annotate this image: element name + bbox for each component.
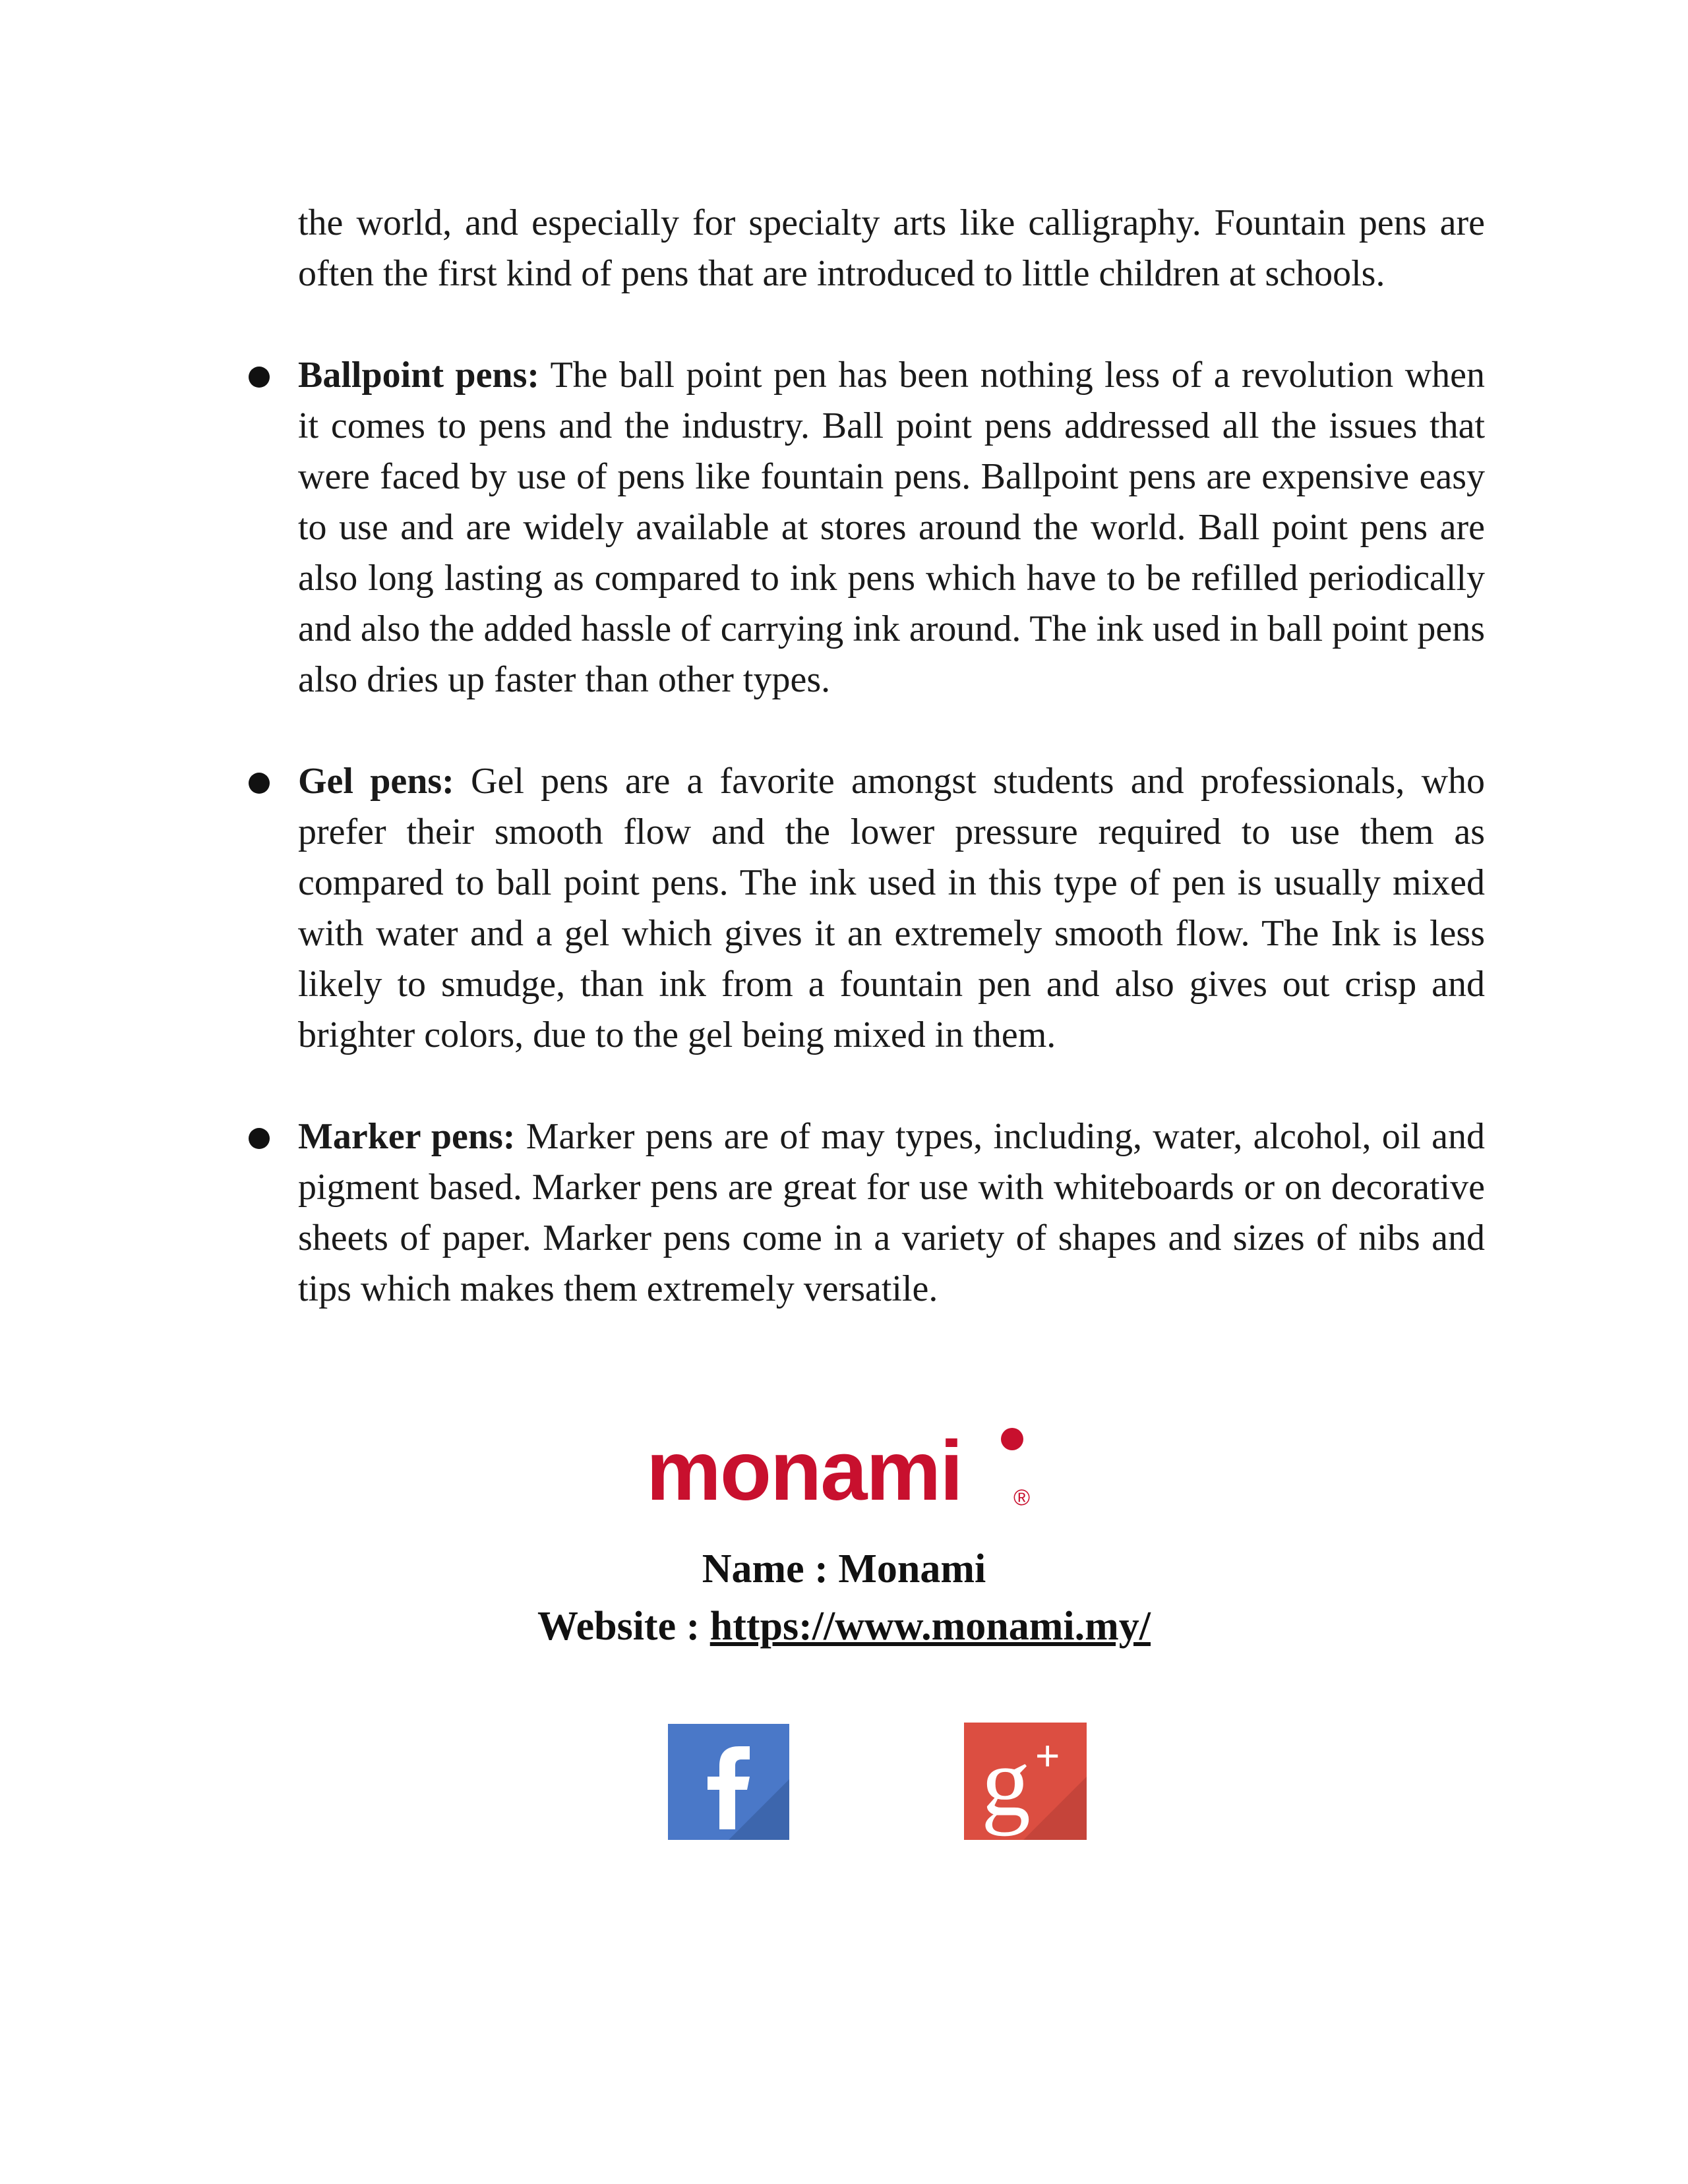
name-label: Name :	[702, 1547, 839, 1591]
website-line	[0, 1603, 1688, 1650]
registered-mark: ®	[1013, 1485, 1031, 1510]
svg-text:+: +	[1035, 1732, 1060, 1779]
list-item	[298, 1111, 1485, 1314]
list-item-text	[298, 350, 1485, 705]
list-item-body: Marker pens are of may types, including, water, alcohol, oil and pigment based. Marker pens are great for use with whiteboards or on decorative sheets of paper. Marker pens come in a variety of shapes and sizes of nibs and tips which makes them extremely versatile.	[298, 1116, 1485, 1309]
monami-logo	[646, 1427, 1042, 1520]
svg-text:g: g	[981, 1727, 1031, 1837]
list-item-term: Ballpoint pens:	[298, 355, 540, 396]
list-item	[298, 756, 1485, 1061]
list-item-body: Gel pens are a favorite amongst students and professionals, who prefer their smooth flow and the lower pressure required to use them as compared to ball point pens. The ink used in this type of pen is usually mixed with water and a gel which gives it an extremely smooth flow. The Ink is less likely to smudge, than ink from a fountain pen and also gives out crisp and brighter colors, due to the gel being mixed in them.	[298, 761, 1486, 1055]
website-label: Website :	[537, 1604, 710, 1649]
name-value: Monami	[838, 1547, 986, 1591]
bullet-icon	[249, 1128, 270, 1149]
list-item-text	[298, 756, 1485, 1061]
google-plus-icon[interactable]	[964, 1723, 1087, 1840]
bullet-icon	[249, 367, 270, 388]
company-name-line	[0, 1546, 1688, 1593]
logo-dot	[1001, 1428, 1023, 1450]
website-link[interactable]: https://www.monami.my/	[709, 1604, 1151, 1649]
list-item-term: Gel pens:	[298, 761, 454, 802]
facebook-icon[interactable]	[668, 1724, 789, 1840]
body-content	[298, 198, 1485, 1314]
list-item	[298, 350, 1485, 705]
intro-paragraph: the world, and especially for specialty arts like calligraphy. Fountain pens are often the first kind of pens that are introduced to little children at schools.	[298, 202, 1485, 294]
list-item-term: Marker pens:	[298, 1116, 516, 1157]
monami-logo-graphic	[646, 1427, 1042, 1520]
list-item-text	[298, 1111, 1485, 1314]
list-item-body: The ball point pen has been nothing less of a revolution when it comes to pens and the industry. Ball point pens addressed all the issues that were faced by use of pens like fountain pens. Ballpoint pens are expensive easy to use and are widely available at stores around the world. Ball point pens are also long lasting as compared to ink pens which have to be refilled periodically and also the added hassle of carrying ink around. The ink used in ball point pens also dries up faster than other types.	[298, 355, 1485, 700]
bullet-icon	[249, 773, 270, 794]
logo-wordmark: monami	[646, 1427, 962, 1518]
